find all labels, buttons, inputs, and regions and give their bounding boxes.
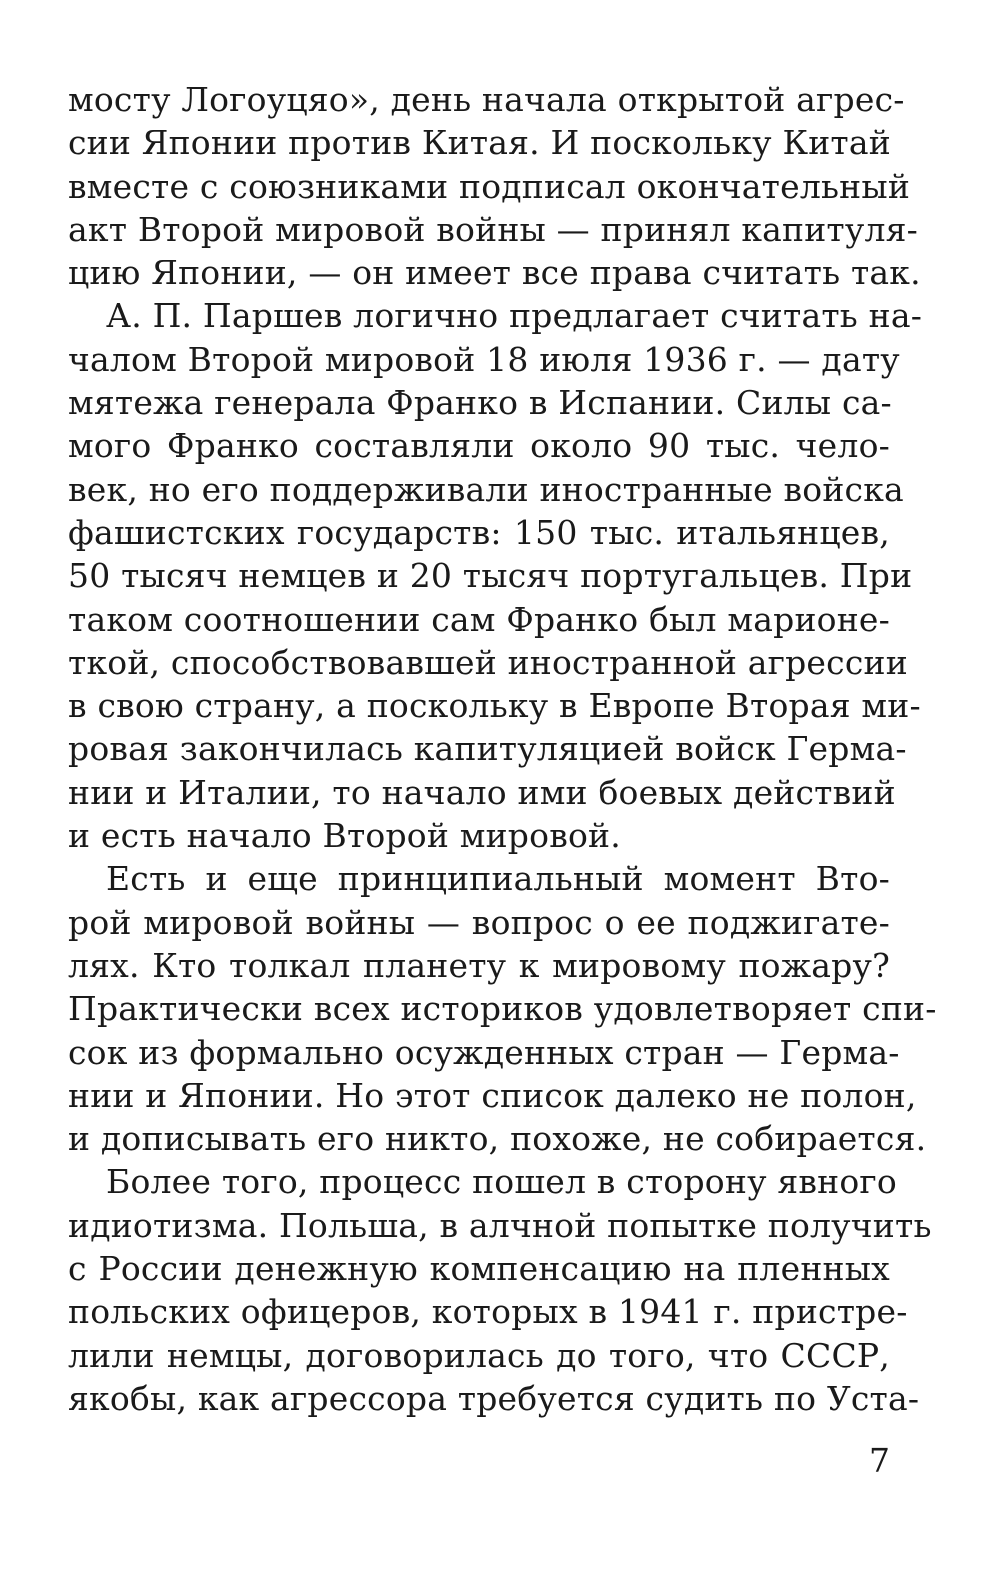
text-line: ткой, способствовавшей иностранной агрессии <box>68 642 908 682</box>
text-line: мятежа генерала Франко в Испании. Силы са- <box>68 383 892 423</box>
text-line: рой мировой войны — вопрос о ее поджигате- <box>68 902 890 942</box>
text-line: сок из формально осужденных стран — Герма- <box>68 1032 900 1072</box>
text-line: А. П. Паршев логично предлагает считать на- <box>106 296 923 336</box>
text-line: сии Японии против Китая. И поскольку Китай <box>68 123 891 163</box>
text-line: вместе с союзниками подписал окончательный <box>68 166 911 206</box>
text-line: цию Японии, — он имеет все права считать так. <box>68 253 921 293</box>
text-line: ровая закончилась капитуляцией войск Герма- <box>68 729 907 769</box>
text-line: в свою страну, а поскольку в Европе Вторая ми- <box>68 686 921 726</box>
text-line: с России денежную компенсацию на пленных <box>68 1249 890 1289</box>
text-line: якобы, как агрессора требуется судить по Уста- <box>68 1378 920 1418</box>
text-line: нии и Японии. Но этот список далеко не полон, <box>68 1075 917 1115</box>
text-line: чалом Второй мировой 18 июля 1936 г. — дату <box>68 339 900 379</box>
text-line: фашистских государств: 150 тыс. итальянцев, <box>68 512 890 552</box>
text-line: Более того, процесс пошел в сторону явного <box>106 1162 897 1202</box>
text-line: мосту Логоуцяо», день начала открытой агрес- <box>68 80 905 119</box>
text-line: нии и Италии, то начало ими боевых действий <box>68 772 896 812</box>
text-line: и есть начало Второй мировой. <box>68 816 621 856</box>
text-line: век, но его поддерживали иностранные войска <box>68 469 904 509</box>
text-line: лях. Кто толкал планету к мировому пожару? <box>68 945 890 985</box>
text-line: и дописывать его никто, похоже, не собирается. <box>68 1119 927 1159</box>
text-line: Практически всех историков удовлетворяет спи- <box>68 989 937 1029</box>
text-line: акт Второй мировой войны — принял капитуля- <box>68 209 919 249</box>
text-line: лили немцы, договорилась до того, что СССР, <box>68 1335 890 1375</box>
body-text <box>68 78 937 1420</box>
text-line: идиотизма. Польша, в алчной попытке получить <box>68 1205 932 1245</box>
page-number: 7 <box>869 1441 890 1480</box>
text-line: польских офицеров, которых в 1941 г. пристре- <box>68 1292 908 1332</box>
text-line: Есть и еще принципиальный момент Вто- <box>106 859 890 899</box>
text-line: 50 тысяч немцев и 20 тысяч португальцев. При <box>68 556 913 596</box>
text-line: таком соотношении сам Франко был марионе- <box>68 599 890 639</box>
text-line: мого Франко составляли около 90 тыс. чело- <box>68 426 890 466</box>
